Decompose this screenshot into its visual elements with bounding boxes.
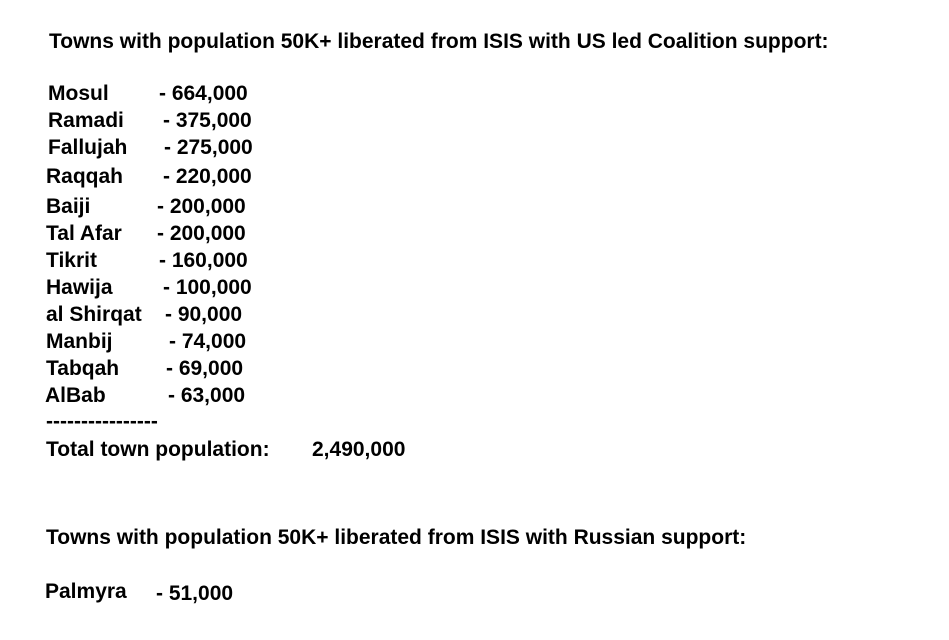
coalition-heading: Towns with population 50K+ liberated from ISIS with US led Coalition support: [49,30,829,53]
town-name: Palmyra [45,580,127,603]
town-population: - 375,000 [163,109,252,132]
russian-heading: Towns with population 50K+ liberated from ISIS with Russian support: [46,526,747,549]
town-population: - 200,000 [157,195,246,218]
town-population: - 200,000 [157,222,246,245]
town-name: Fallujah [48,136,128,159]
separator-line: ---------------- [46,410,158,433]
town-name: Tal Afar [46,222,122,245]
town-name: Baiji [46,195,91,218]
town-population: - 74,000 [169,330,247,353]
town-name: Manbij [46,330,113,353]
town-population: - 51,000 [156,582,234,605]
town-name: Raqqah [46,165,124,188]
town-population: - 69,000 [166,357,244,380]
town-population: - 90,000 [165,303,243,326]
town-name: Tikrit [46,249,97,272]
town-name: Hawija [46,276,113,299]
town-name: Tabqah [46,357,120,380]
town-population: - 63,000 [168,384,246,407]
town-population: - 664,000 [159,82,248,105]
town-population: - 275,000 [164,136,253,159]
total-label: Total town population: [46,438,270,461]
town-name: Mosul [48,82,109,105]
town-name: al Shirqat [46,303,142,326]
town-population: - 220,000 [163,165,252,188]
town-name: AlBab [45,384,106,407]
town-population: - 100,000 [163,276,252,299]
town-population: - 160,000 [159,249,248,272]
town-name: Ramadi [48,109,124,132]
total-value: 2,490,000 [312,438,406,461]
